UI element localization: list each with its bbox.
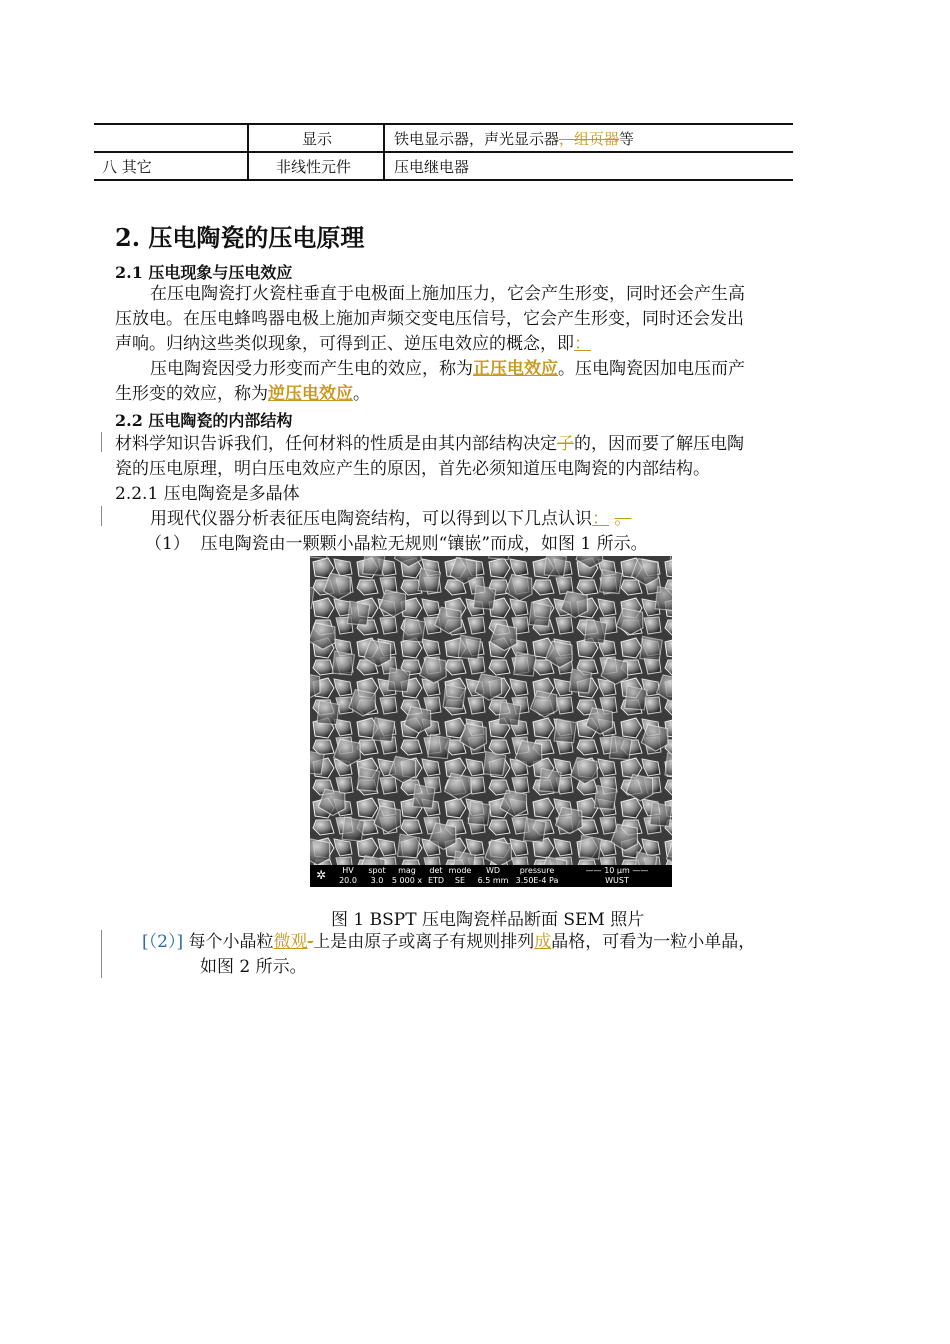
sem-label: WD [485,866,501,875]
sem-label: pressure [519,866,555,875]
sem-field [390,866,424,886]
paragraph-line [115,332,591,357]
paragraph-line: 瓷的压电原理，明白压电效应产生的原因，首先必须知道压电陶瓷的内部结构。 [115,459,710,479]
text: 。压电陶瓷因加电压而产 [558,359,745,379]
list-item [145,532,648,557]
sem-value: 6.5 mm [477,876,509,885]
sem-value: ETD [427,876,445,885]
subsection-heading: 2.1 压电现象与压电效应 [115,263,293,282]
sem-field [366,866,388,886]
sem-scale-bar: —— 10 μm —— [585,866,649,875]
deleted-mark: - [307,932,314,952]
paragraph-line [115,382,370,407]
paragraph-line [115,432,744,457]
sem-scale-field [568,866,666,886]
inserted-text: 成 [534,932,552,952]
sem-value: 3.50E-4 Pa [515,876,559,885]
text: 的，因而要了解压电陶 [574,434,744,454]
table-cell: 八 其它 [102,158,152,176]
cell-text: 等 [619,130,635,148]
sem-label: det [429,866,443,875]
sem-label: spot [368,866,386,875]
deleted-text: 。 [614,509,632,529]
sem-lab-name: WUST [605,876,629,885]
sem-label: mag [398,866,416,875]
table-cell: 非线性元件 [276,158,352,176]
text: 上是由原子或离子有规则排列 [313,932,535,952]
sem-value: 3.0 [370,876,384,885]
sem-label: HV [342,866,354,875]
list-text: 压电陶瓷由一颗颗小晶粒无规则“镶嵌”而成，如图 1 所示。 [200,534,648,554]
text: 材料学知识告诉我们，任何材料的性质是由其内部结构决定 [115,434,557,454]
sem-field [476,866,510,886]
table-cell [394,129,634,149]
deleted-text: 子 [557,434,574,454]
grain-texture [310,556,672,887]
term-positive-effect: 正压电效应 [473,359,558,379]
list-item [142,930,755,955]
inserted-text: 微观 [273,932,308,952]
paragraph-line: 如图 2 所示。 [200,957,307,977]
paragraph-line: 在压电陶瓷打火瓷柱垂直于电极面上施加压力，它会产生形变，同时还会产生高 [150,284,745,304]
table-border-bottom [94,179,793,181]
cell-text: 铁电显示器，声光显示器 [394,130,560,148]
sem-label: mode [448,866,472,875]
figure-caption: 图 1 BSPT 压电陶瓷样品断面 SEM 照片 [331,910,645,930]
inserted-text: ： [592,509,609,529]
table-cell: 压电继电器 [394,158,470,176]
list-number: [（2）] [142,932,184,952]
paragraph-line: 压放电。在压电蜂鸣器电极上施加声频交变电压信号，它会产生形变，同时还会发出 [115,309,744,329]
table-border-top [94,123,793,125]
sem-scale-label: 10 μm [604,866,630,875]
sem-value: 5 000 x [391,876,423,885]
text: 声响。归纳这些类似现象，可得到正、逆压电效应的概念，即 [115,334,574,354]
sem-info-bar [310,865,672,895]
logo-icon: ✲ [316,868,327,882]
sem-value: 20.0 kV [339,876,357,895]
text: 用现代仪器分析表征压电陶瓷结构，可以得到以下几点认识 [150,509,592,529]
text: 晶格，可看为一粒小单晶， [551,932,756,952]
sub-heading: 2.2.1 压电陶瓷是多晶体 [115,484,300,504]
term-inverse-effect: 逆压电效应 [268,384,353,404]
text: 生形变的效应，称为 [115,384,268,404]
change-bar [101,930,102,978]
list-number: （1） [145,534,190,554]
text: 压电陶瓷因受力形变而产生电的效应，称为 [150,359,473,379]
sem-field [448,866,472,886]
sem-field [334,866,362,896]
sem-value: SE [454,876,466,885]
sem-field [426,866,446,886]
change-bar [101,506,102,526]
change-bar [101,432,102,452]
paragraph-line [150,357,745,382]
deleted-text: ，组页器 [559,130,620,148]
text: 。 [353,384,370,404]
text: 每个小晶粒 [188,932,274,952]
table-border-mid [94,151,793,153]
paragraph-line [150,507,631,532]
inserted-text: ： [574,334,591,354]
table-col-divider-2 [383,123,385,181]
sem-micrograph [310,556,672,895]
section-title: 2. 压电陶瓷的压电原理 [115,223,365,252]
table-cell: 显示 [302,130,333,148]
table-col-divider-1 [247,123,249,181]
sem-field [512,866,562,886]
subsection-heading: 2.2 压电陶瓷的内部结构 [115,411,293,430]
